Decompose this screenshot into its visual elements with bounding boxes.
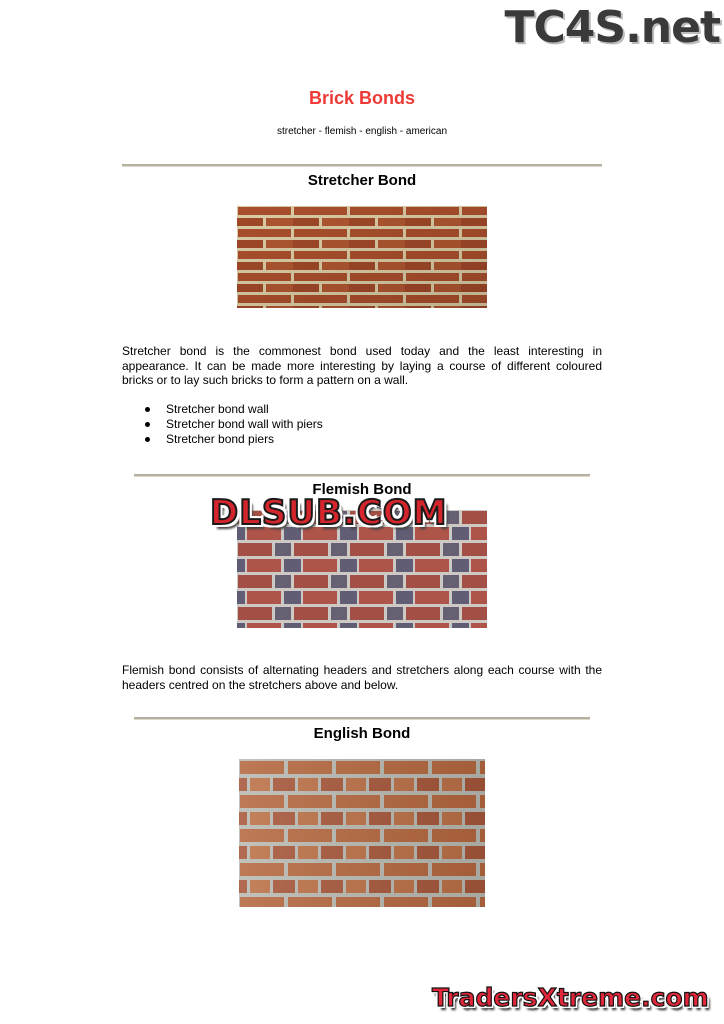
- stretcher-bond-description: Stretcher bond is the commonest bond used today and the least interesting in appearance. It can be made more interesting by laying a course of different coloured bricks or to lay such bricks to form a pattern on a wall.: [122, 344, 602, 387]
- flemish-bond-heading: Flemish Bond: [312, 481, 412, 498]
- page-title: Brick Bonds: [308, 88, 416, 108]
- list-item: Stretcher bond wall: [145, 402, 323, 417]
- section-divider: [134, 717, 590, 720]
- tradersxtreme-watermark: TradersXtreme.com: [432, 983, 709, 1012]
- section-divider: [122, 164, 602, 167]
- flemish-bond-description: Flemish bond consists of alternating headers and stretchers along each course with the headers centred on the stretchers above and below.: [122, 663, 602, 692]
- page-subtitle: stretcher - flemish - english - american: [276, 126, 448, 137]
- list-item: Stretcher bond piers: [145, 432, 323, 447]
- section-divider: [134, 474, 590, 477]
- list-item: Stretcher bond wall with piers: [145, 417, 323, 432]
- stretcher-bond-heading: Stretcher Bond: [307, 172, 417, 189]
- english-bond-heading: English Bond: [313, 725, 411, 742]
- tc4s-watermark: TC4S.net: [504, 2, 720, 53]
- dlsub-watermark: DLSUB.COM: [210, 493, 448, 533]
- stretcher-bond-list: [145, 402, 323, 447]
- english-bond-image: [239, 759, 485, 907]
- stretcher-bond-image: [237, 206, 487, 308]
